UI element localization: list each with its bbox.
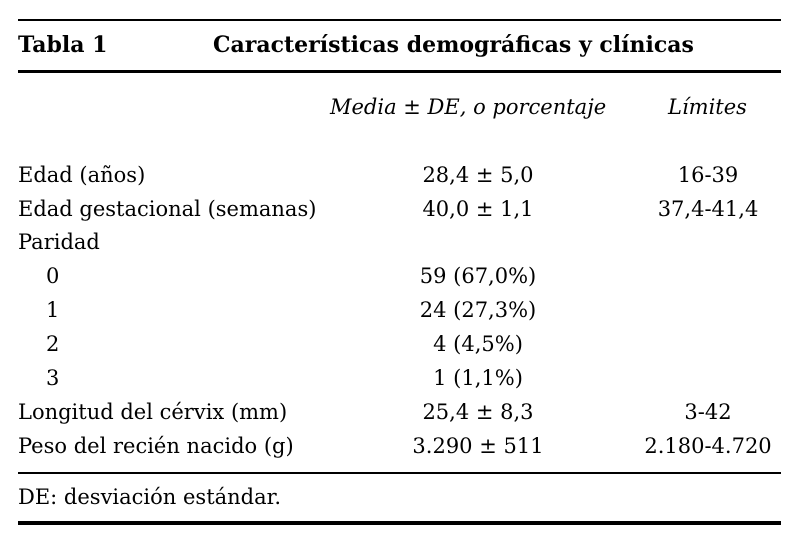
top-rule: [18, 19, 781, 21]
row-limits: 16-39: [677, 163, 739, 187]
table-title: Características demográficas y clínicas: [213, 32, 694, 58]
row-limits: 37,4-41,4: [657, 197, 759, 221]
row-mean: 40,0 ± 1,1: [422, 197, 534, 221]
row-mean: 3.290 ± 511: [412, 434, 544, 458]
row-label: 2: [46, 332, 60, 356]
row-mean: 28,4 ± 5,0: [422, 163, 534, 187]
row-mean: 1 (1,1%): [433, 366, 523, 390]
table-row: [18, 434, 781, 468]
column-header-limits: Límites: [668, 95, 747, 119]
row-label: Edad (años): [18, 163, 146, 187]
row-mean: 59 (67,0%): [419, 264, 537, 288]
row-limits: 2.180-4.720: [644, 434, 772, 458]
row-label: 1: [46, 298, 60, 322]
table-row: [18, 298, 781, 332]
footnote-rule: [18, 472, 781, 474]
row-label: 0: [46, 264, 60, 288]
table-row: [18, 332, 781, 366]
row-label: Edad gestacional (semanas): [18, 197, 317, 221]
row-mean: 25,4 ± 8,3: [422, 400, 534, 424]
row-label: Paridad: [18, 230, 100, 254]
row-limits: 3-42: [684, 400, 732, 424]
table-row: [18, 264, 781, 298]
table-footnote: DE: desviación estándar.: [18, 485, 282, 509]
table-row: [18, 366, 781, 400]
row-mean: 24 (27,3%): [419, 298, 537, 322]
row-mean: 4 (4,5%): [433, 332, 523, 356]
table-label: Tabla 1: [18, 32, 108, 58]
row-label: 3: [46, 366, 60, 390]
table-row: [18, 400, 781, 434]
column-header-mean: Media ± DE, o porcentaje: [330, 95, 607, 119]
bottom-rule: [18, 521, 781, 525]
table-row: [18, 230, 781, 264]
title-rule: [18, 70, 781, 73]
row-label: Peso del recién nacido (g): [18, 434, 294, 458]
table-row: [18, 163, 781, 197]
table-row: [18, 197, 781, 231]
row-label: Longitud del cérvix (mm): [18, 400, 288, 424]
